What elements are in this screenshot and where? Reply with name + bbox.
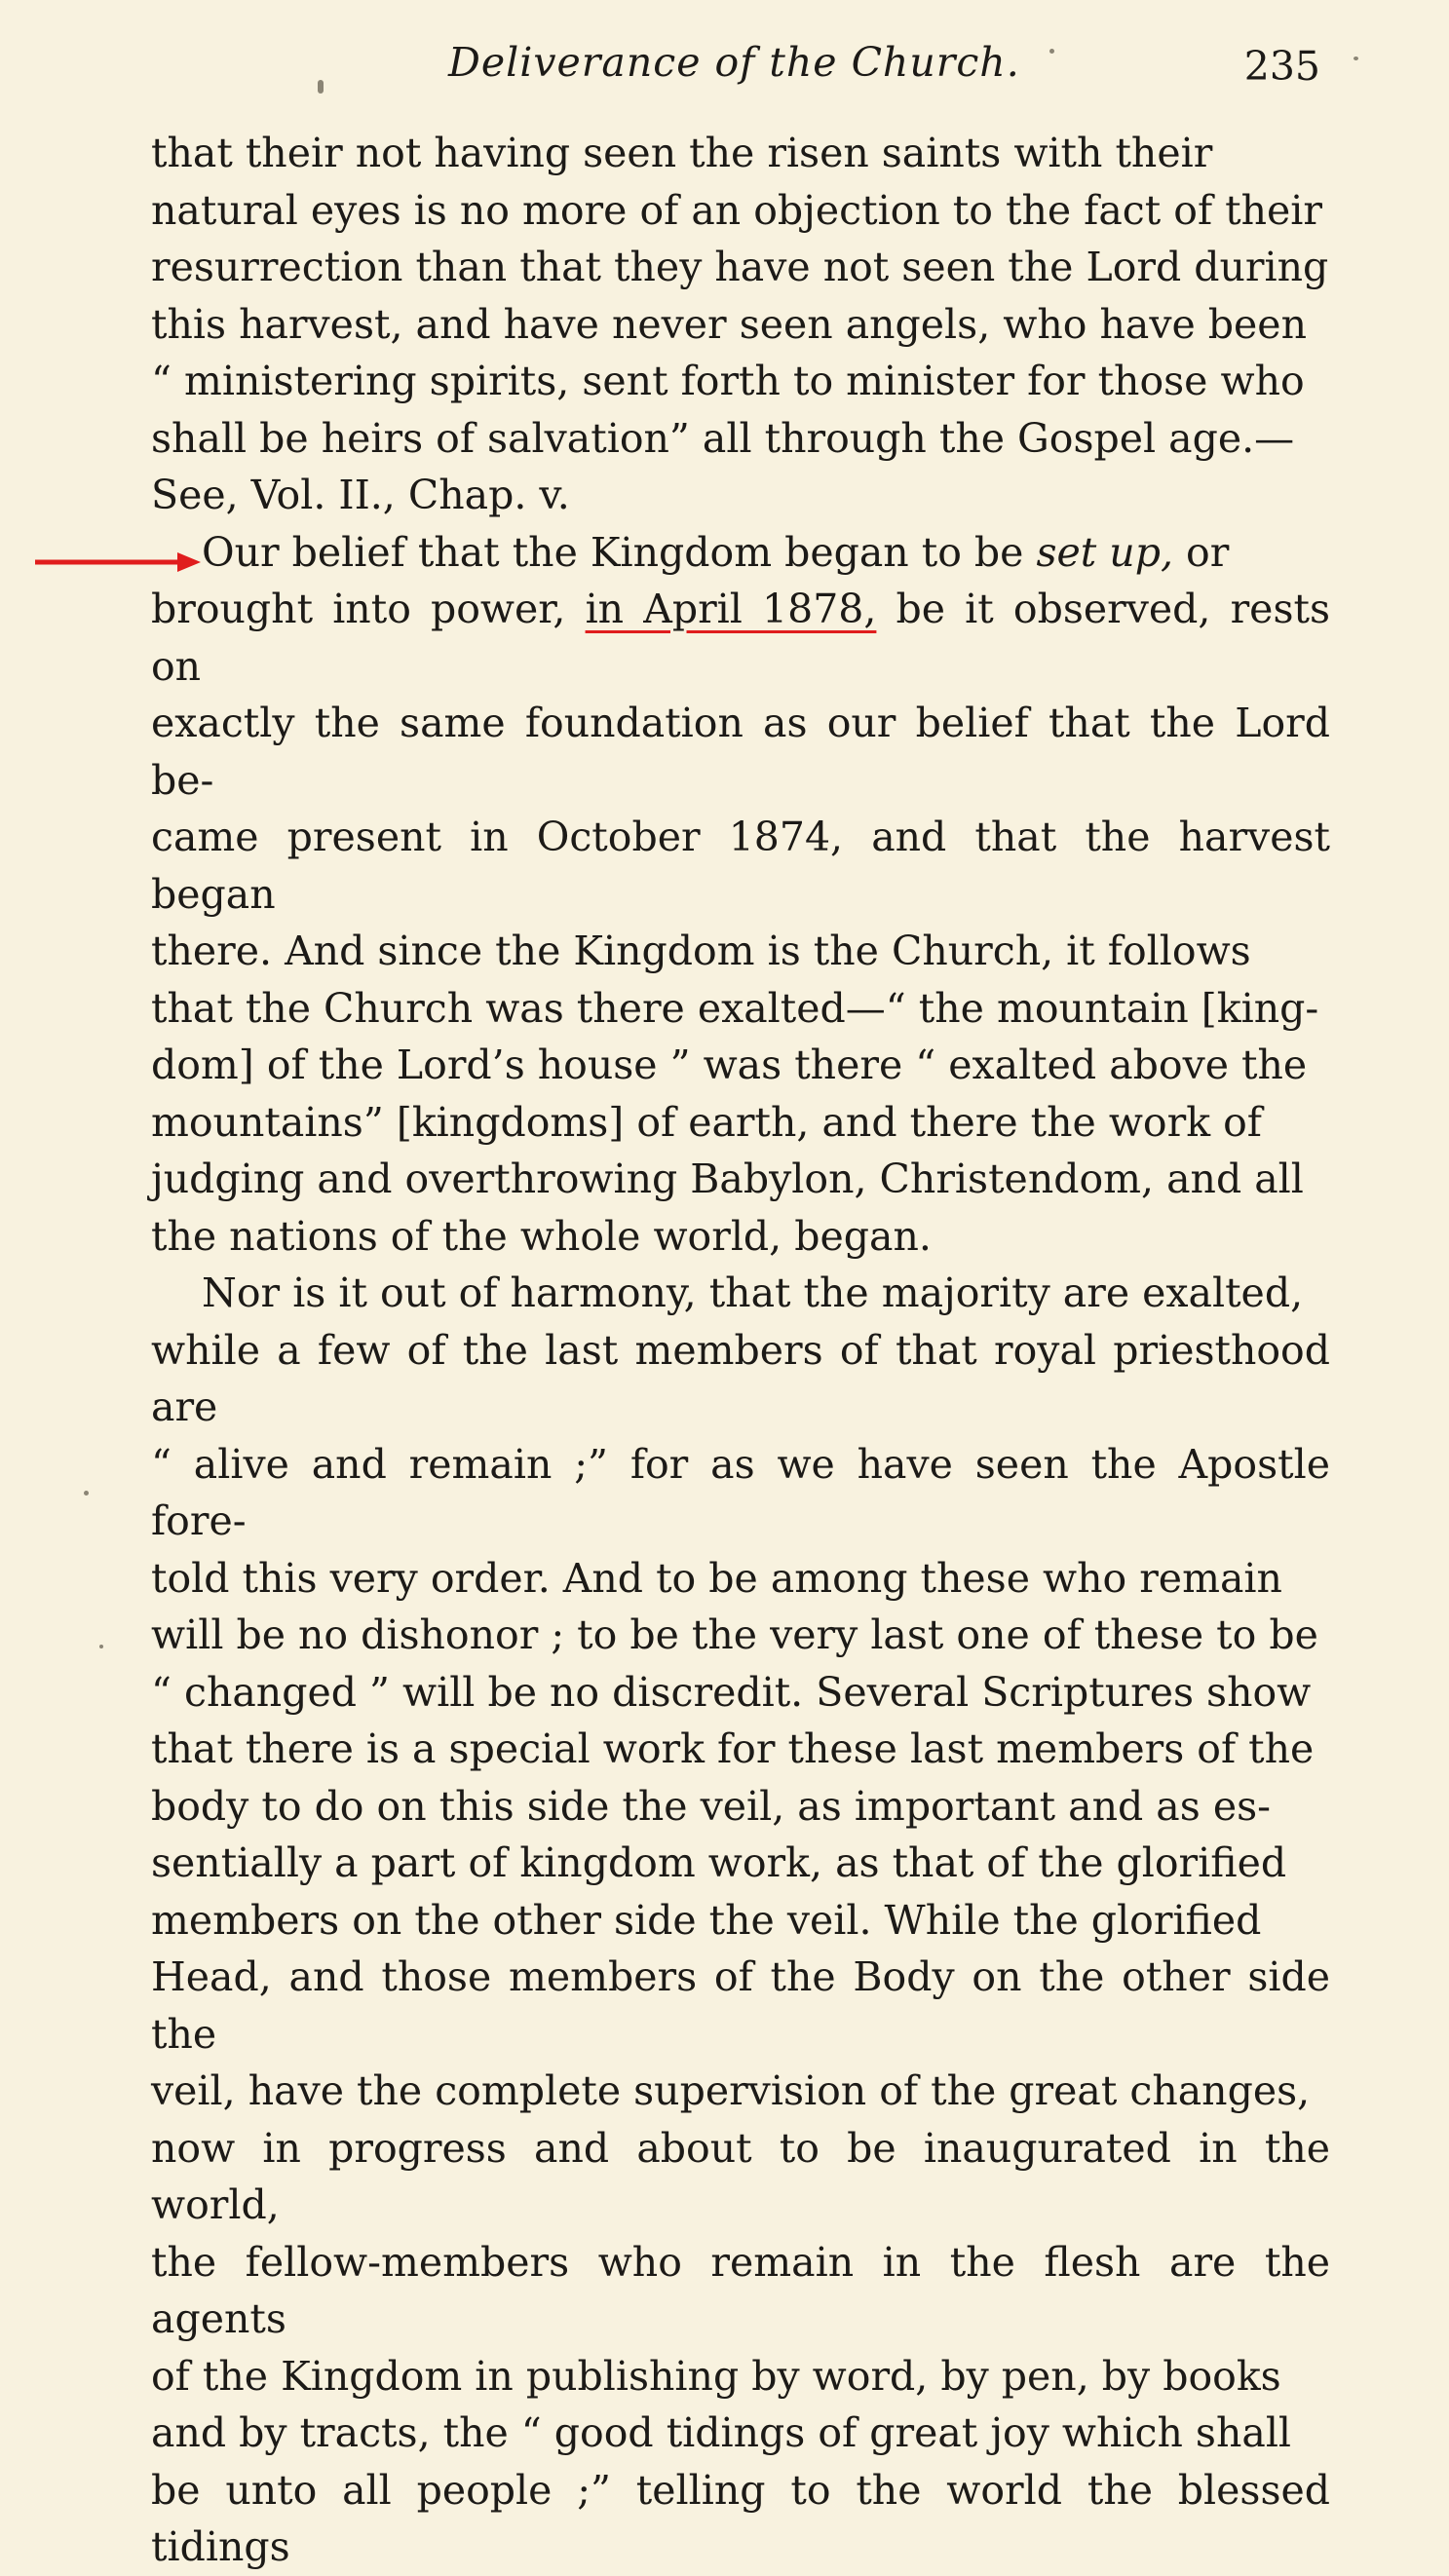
text-line: members on the other side the veil. While the glorified: [151, 1896, 1262, 1944]
text-span: Our belief that the Kingdom began to be: [202, 528, 1037, 576]
paper-speck: [1049, 49, 1054, 54]
text-line: this harvest, and have never seen angels, who have been: [151, 300, 1307, 348]
text-line: that there is a special work for these last members of the: [151, 1725, 1315, 1772]
text-line: and by tracts, the “ good tidings of great joy which shall: [151, 2409, 1292, 2456]
text-line: while a few of the last members of that royal priesthood are: [151, 1326, 1330, 1430]
text-span: brought into power,: [151, 586, 586, 632]
text-span: be it observed, rests on: [151, 586, 1330, 690]
text-line: now in progress and about to be inaugurated in the world,: [151, 2124, 1330, 2228]
text-line: came present in October 1874, and that the harvest began: [151, 814, 1330, 918]
paper-speck: [99, 1645, 103, 1648]
text-line: told this very order. And to be among these who remain: [151, 1554, 1282, 1602]
text-line: Nor is it out of harmony, that the majority are exalted,: [202, 1269, 1304, 1316]
emphasis-set-up: set up,: [1036, 528, 1173, 576]
underlined-date: in April 1878,: [585, 586, 877, 632]
text-line: natural eyes is no more of an objection to the fact of their: [151, 186, 1323, 234]
body-text: [151, 125, 1330, 2576]
paragraph-1: [151, 125, 1330, 524]
text-line: [151, 581, 1330, 695]
text-line: sentially a part of kingdom work, as that of the glorified: [151, 1839, 1287, 1886]
text-line: resurrection than that they have not seen the Lord during: [151, 244, 1329, 290]
text-line: body to do on this side the veil, as important and as es-: [151, 1782, 1271, 1830]
text-line: shall be heirs of salvation” all through the Gospel age.—: [151, 414, 1295, 462]
text-line: [151, 524, 1330, 582]
text-span: or: [1172, 528, 1230, 576]
text-line: “ alive and remain ;” for as we have seen the Apostle fore-: [151, 1440, 1330, 1544]
paragraph-3: [151, 1265, 1330, 2576]
text-line: veil, have the complete supervision of the great changes,: [151, 2067, 1311, 2114]
text-line: exactly the same foundation as our belief that the Lord be-: [151, 700, 1330, 804]
text-line: dom] of the Lord’s house ” was there “ exalted above the: [151, 1042, 1308, 1088]
text-line: Head, and those members of the Body on the other side the: [151, 1953, 1330, 2058]
running-head: [146, 39, 1325, 107]
text-line: “ changed ” will be no discredit. Several Scriptures show: [151, 1668, 1312, 1716]
text-line: See, Vol. II., Chap. v.: [151, 472, 570, 518]
paragraph-2: [151, 524, 1330, 1266]
paper-speck: [84, 1491, 89, 1496]
text-line: of the Kingdom in publishing by word, by pen, by books: [151, 2352, 1281, 2400]
text-line: will be no dishonor ; to be the very last one of these to be: [151, 1611, 1318, 1658]
running-title: Deliverance of the Church.: [448, 39, 1020, 86]
text-line: that their not having seen the risen saints with their: [151, 130, 1213, 176]
text-line: be unto all people ;” telling to the world the blessed tidings: [151, 2466, 1330, 2570]
text-line: the fellow-members who remain in the flesh are the agents: [151, 2238, 1330, 2342]
paper-speck: [318, 80, 324, 94]
text-line: there. And since the Kingdom is the Church, it follows: [151, 928, 1251, 974]
text-line: that the Church was there exalted—“ the mountain [king-: [151, 984, 1319, 1032]
text-line: mountains” [kingdoms] of earth, and there the work of: [151, 1098, 1262, 1146]
text-line: the nations of the whole world, began.: [151, 1212, 932, 1260]
text-line: judging and overthrowing Babylon, Christendom, and all: [151, 1155, 1304, 1202]
page-number: 235: [1243, 43, 1320, 90]
paper-speck: [1354, 57, 1358, 60]
text-line: “ ministering spirits, sent forth to minister for those who: [151, 358, 1305, 404]
